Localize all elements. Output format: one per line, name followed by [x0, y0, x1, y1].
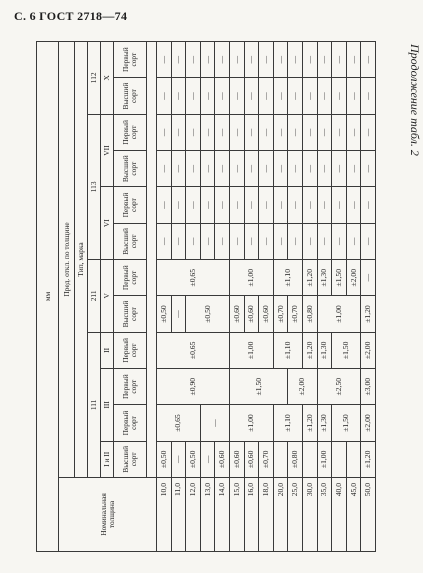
grade-first-cell: Первый сорт: [114, 405, 147, 441]
dash-cell: —: [361, 41, 376, 78]
dash-cell: —: [273, 41, 288, 78]
dash-cell: —: [200, 151, 215, 187]
table-row: [259, 41, 274, 551]
dash-cell: —: [302, 114, 317, 150]
tolerance-cell: ±1,10: [273, 332, 302, 368]
dash-cell: —: [288, 114, 303, 150]
tolerance-cell: ±1,20: [302, 405, 317, 441]
dash-cell: —: [288, 151, 303, 187]
tolerance-cell: ±0,70: [259, 441, 274, 477]
grade-top-cell: Высший сорт: [114, 223, 147, 259]
dash-cell: —: [215, 187, 230, 223]
thickness-cell: 14,0: [215, 478, 230, 552]
tolerance-cell: ±0,50: [186, 441, 201, 477]
tolerance-cell: ±1,30: [317, 405, 332, 441]
dash-cell: —: [332, 114, 347, 150]
table-row: [244, 41, 259, 551]
tolerance-cell: ±0,60: [215, 441, 230, 477]
dash-cell: —: [317, 223, 332, 259]
dash-cell: —: [332, 78, 347, 114]
dash-cell: —: [332, 41, 347, 78]
tolerance-cell: ±2,00: [346, 260, 361, 296]
thickness-cell: 20,0: [273, 478, 288, 552]
dash-cell: —: [288, 187, 303, 223]
tolerance-cell: ±0,60: [244, 296, 259, 332]
tolerance-cell: ±1,00: [317, 441, 332, 477]
dash-cell: —: [259, 41, 274, 78]
grade-row: [114, 41, 147, 551]
tolerance-cell: ±1,50: [332, 260, 347, 296]
grade-first-cell: Первый сорт: [114, 369, 147, 405]
tolerance-cell: —: [361, 260, 376, 296]
dash-cell: —: [317, 114, 332, 150]
grade-top-cell: Высший сорт: [114, 296, 147, 332]
dash-cell: —: [346, 187, 361, 223]
dash-cell: —: [200, 187, 215, 223]
tolerance-cell: ±1,50: [332, 405, 361, 441]
grade-first-cell: Первый сорт: [114, 114, 147, 150]
grade-header-row: [75, 41, 88, 551]
mark-row: [101, 41, 114, 551]
mark-V: V: [101, 260, 114, 333]
type-group-112: 112: [88, 41, 101, 114]
dash-cell: —: [259, 78, 274, 114]
dash-cell: —: [186, 41, 201, 78]
table-row: [317, 41, 332, 551]
dash-cell: —: [273, 114, 288, 150]
tolerance-cell: —: [171, 441, 186, 477]
dash-cell: —: [229, 187, 244, 223]
table-body: [157, 41, 376, 551]
tolerance-cell: —: [200, 441, 215, 477]
tolerance-cell: ±1,00: [229, 405, 273, 441]
mark-I-II: I и II: [101, 441, 114, 477]
tolerance-cell: ±1,20: [302, 332, 317, 368]
dash-cell: —: [244, 223, 259, 259]
dash-cell: —: [288, 223, 303, 259]
dash-cell: —: [317, 41, 332, 78]
dash-cell: —: [157, 151, 172, 187]
tolerance-cell: ±1,20: [361, 296, 376, 332]
dash-cell: —: [259, 187, 274, 223]
thickness-cell: 11,0: [171, 478, 186, 552]
tolerance-cell: ±0,90: [157, 369, 230, 405]
thickness-cell: 18,0: [259, 478, 274, 552]
tolerance-cell: ±2,00: [288, 369, 317, 405]
dash-cell: —: [273, 151, 288, 187]
tolerance-cell: ±0,80: [288, 441, 303, 477]
dash-cell: —: [244, 78, 259, 114]
tolerance-cell: [273, 441, 288, 477]
type-group-211: 211: [88, 260, 101, 333]
dash-cell: —: [229, 223, 244, 259]
dash-cell: —: [200, 78, 215, 114]
dash-cell: —: [361, 114, 376, 150]
tolerance-cell: ±3,00: [361, 369, 376, 405]
dash-cell: —: [244, 41, 259, 78]
grade-first-cell: Первый сорт: [114, 332, 147, 368]
thickness-cell: 15,0: [229, 478, 244, 552]
dash-cell: —: [244, 187, 259, 223]
dash-cell: —: [346, 41, 361, 78]
tolerance-cell: —: [171, 296, 186, 332]
thickness-header: Номинальная толщина: [59, 478, 157, 552]
type-group-113: 113: [88, 114, 101, 259]
dash-cell: —: [361, 78, 376, 114]
dash-cell: —: [346, 223, 361, 259]
dash-cell: —: [157, 41, 172, 78]
tolerance-cell: ±0,60: [229, 441, 244, 477]
dash-cell: —: [200, 223, 215, 259]
grade-first-cell: Первый сорт: [114, 41, 147, 78]
grade-top-cell: Высший сорт: [114, 78, 147, 114]
tolerance-cell: ±1,30: [317, 332, 332, 368]
dash-cell: —: [157, 223, 172, 259]
thickness-cell: 30,0: [302, 478, 317, 552]
type-group-111: 111: [88, 332, 101, 477]
dash-cell: —: [171, 223, 186, 259]
thickness-cell: 40,0: [332, 478, 347, 552]
dash-cell: —: [229, 41, 244, 78]
tolerance-cell: [302, 441, 317, 477]
tolerance-cell: [346, 441, 361, 477]
tolerance-cell: ±0,70: [288, 296, 303, 332]
tolerance-header-row: [59, 41, 75, 551]
tolerance-cell: ±0,65: [157, 332, 230, 368]
dash-cell: —: [186, 223, 201, 259]
tolerance-cell: ±2,50: [317, 369, 361, 405]
dash-cell: —: [346, 114, 361, 150]
dash-cell: —: [186, 187, 201, 223]
dash-cell: —: [302, 223, 317, 259]
dash-cell: —: [244, 114, 259, 150]
thickness-cell: 25,0: [288, 478, 303, 552]
dash-cell: —: [200, 41, 215, 78]
dash-cell: —: [288, 41, 303, 78]
dash-cell: —: [332, 151, 347, 187]
tolerance-cell: ±1,10: [273, 260, 302, 296]
dash-cell: —: [259, 223, 274, 259]
dash-cell: —: [346, 151, 361, 187]
table-caption: Продолжение табл. 2: [408, 44, 422, 156]
dash-cell: —: [229, 151, 244, 187]
dash-cell: —: [200, 114, 215, 150]
table-row: [302, 41, 317, 551]
grade-first-cell: Первый сорт: [114, 260, 147, 296]
grade-first-cell: Первый сорт: [114, 187, 147, 223]
dash-cell: —: [317, 151, 332, 187]
dash-cell: —: [215, 114, 230, 150]
grade-top-cell: Высший сорт: [114, 151, 147, 187]
tolerance-cell: ±2,00: [361, 332, 376, 368]
tolerance-cell: ±2,00: [361, 405, 376, 441]
thickness-cell: 12,0: [186, 478, 201, 552]
tolerance-cell: ±1,00: [229, 332, 273, 368]
dash-cell: —: [302, 41, 317, 78]
dash-cell: —: [259, 151, 274, 187]
tolerance-cell: ±0,65: [157, 405, 201, 441]
dash-cell: —: [215, 151, 230, 187]
table-row: [288, 41, 303, 551]
dash-cell: —: [273, 223, 288, 259]
table-row: [171, 41, 186, 551]
dash-cell: —: [186, 151, 201, 187]
tolerance-cell: ±1,30: [317, 260, 332, 296]
thickness-cell: 50,0: [361, 478, 376, 552]
table-row: [186, 41, 201, 551]
thickness-cell: 10,0: [157, 478, 172, 552]
thickness-cell: 45,0: [346, 478, 361, 552]
thickness-cell: 13,0: [200, 478, 215, 552]
thickness-cell: 16,0: [244, 478, 259, 552]
dash-cell: —: [302, 78, 317, 114]
dash-cell: —: [332, 223, 347, 259]
unit-row: [37, 41, 59, 551]
tolerance-cell: ±0,50: [157, 441, 172, 477]
dash-cell: —: [332, 187, 347, 223]
dash-cell: —: [317, 187, 332, 223]
dash-cell: —: [171, 41, 186, 78]
mark-III: III: [101, 369, 114, 442]
grade-top-cell: Высший сорт: [114, 441, 147, 477]
tolerance-cell: ±0,70: [273, 296, 288, 332]
dash-cell: —: [157, 78, 172, 114]
mark-VI: VI: [101, 187, 114, 260]
tolerance-header: Пред. откл. по толщине: [59, 41, 75, 477]
dash-cell: —: [288, 78, 303, 114]
tolerance-cell: ±1,20: [302, 260, 317, 296]
tolerance-table: [36, 41, 376, 552]
thickness-cell: 35,0: [317, 478, 332, 552]
dash-cell: —: [215, 223, 230, 259]
dash-cell: —: [361, 187, 376, 223]
mark-VII: VII: [101, 114, 114, 187]
tolerance-cell: [332, 441, 347, 477]
tolerance-cell: ±1,20: [361, 441, 376, 477]
tolerance-cell: ±1,50: [229, 369, 287, 405]
dash-cell: —: [273, 78, 288, 114]
dash-cell: —: [361, 151, 376, 187]
tolerance-cell: ±1,00: [229, 260, 273, 296]
page-header: С. 6 ГОСТ 2718—74: [14, 9, 128, 23]
tolerance-cell: ±0,60: [259, 296, 274, 332]
tolerance-cell: —: [200, 405, 229, 441]
dash-cell: —: [346, 78, 361, 114]
dash-cell: —: [302, 187, 317, 223]
table-row: [157, 41, 172, 551]
table-row: [229, 41, 244, 551]
dash-cell: —: [215, 41, 230, 78]
dash-cell: —: [171, 78, 186, 114]
tolerance-cell: ±0,50: [186, 296, 230, 332]
dash-cell: —: [157, 114, 172, 150]
dash-cell: —: [259, 114, 274, 150]
grade-header: Тип, марка: [75, 41, 88, 477]
mark-II: II: [101, 332, 114, 368]
dash-cell: —: [171, 151, 186, 187]
spacer-row: [147, 41, 157, 551]
dash-cell: —: [186, 114, 201, 150]
dash-cell: —: [157, 187, 172, 223]
unit-label: мм: [37, 41, 59, 551]
spacer-cell: [147, 41, 157, 477]
tolerance-cell: ±0,80: [302, 296, 317, 332]
table-row: [273, 41, 288, 551]
tolerance-cell: ±1,50: [332, 332, 361, 368]
tolerance-cell: ±0,65: [157, 260, 230, 296]
dash-cell: —: [273, 187, 288, 223]
tolerance-cell: ±1,10: [273, 405, 302, 441]
tolerance-cell: ±0,50: [157, 296, 172, 332]
dash-cell: —: [186, 78, 201, 114]
tolerance-cell: ±0,60: [244, 441, 259, 477]
type-group-row: [88, 41, 101, 551]
dash-cell: —: [317, 78, 332, 114]
dash-cell: —: [171, 187, 186, 223]
dash-cell: —: [244, 151, 259, 187]
tolerance-cell: ±1,00: [317, 296, 361, 332]
dash-cell: —: [229, 78, 244, 114]
dash-cell: —: [229, 114, 244, 150]
dash-cell: —: [215, 78, 230, 114]
rotated-table-wrapper: [36, 42, 376, 552]
table-row: [361, 41, 376, 551]
dash-cell: —: [361, 223, 376, 259]
mark-X: X: [101, 41, 114, 114]
dash-cell: —: [302, 151, 317, 187]
dash-cell: —: [171, 114, 186, 150]
tolerance-cell: ±0,60: [229, 296, 244, 332]
